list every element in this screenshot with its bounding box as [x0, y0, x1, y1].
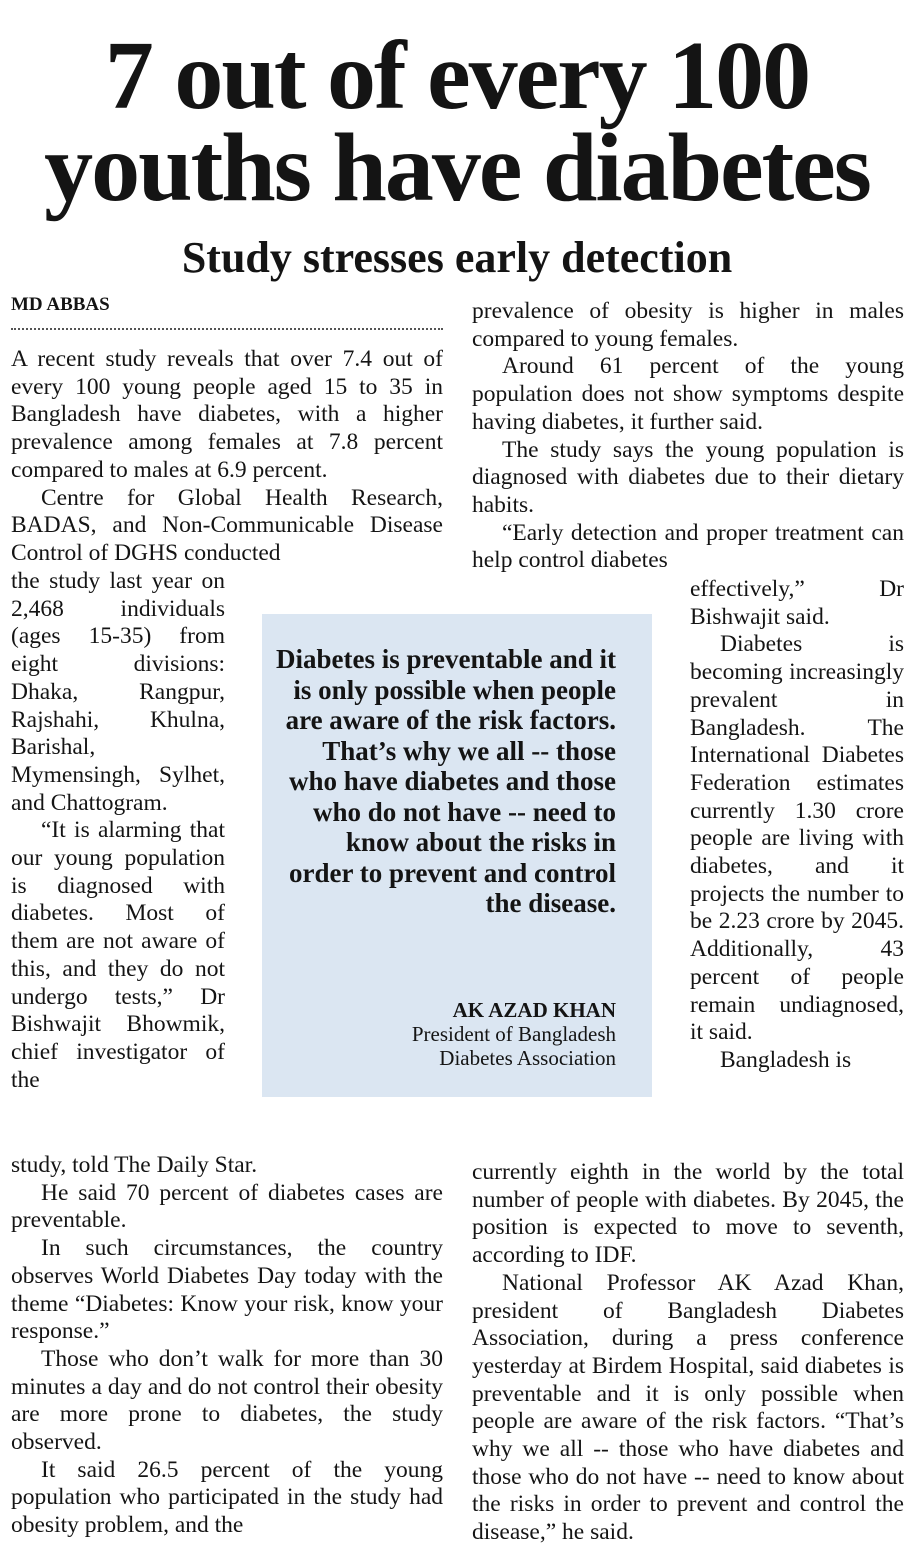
paragraph: Centre for Global Health Research, BADAS, and Non-Communicable Disease Control of DGHS conducted	[11, 484, 443, 566]
paragraph: He said 70 percent of diabetes cases are preventable.	[11, 1179, 443, 1234]
paragraph: “Early detection and proper treatment can help control diabetes	[472, 519, 904, 574]
paragraph: Around 61 percent of the young population does not show symptoms despite having diabetes, it further said.	[472, 353, 904, 435]
pull-quote-title: President of Bangladesh Diabetes Association	[411, 1022, 616, 1070]
headline	[0, 22, 914, 222]
headline-line-2: youths have diabetes	[44, 114, 870, 222]
paragraph: study, told The Daily Star.	[11, 1152, 258, 1178]
paragraph: effectively,” Dr Bishwajit said.	[690, 576, 904, 630]
paragraph: A recent study reveals that over 7.4 out of every 100 young people aged 15 to 35 in Bangladesh have diabetes, with a higher prevalence among females at 7.8 percent compared to males at 6.9 percent.	[11, 346, 443, 483]
column-1-top	[11, 346, 443, 568]
column-1-narrow	[11, 568, 225, 1094]
headline-line-1: 7 out of every 100	[104, 22, 810, 130]
paragraph: currently eighth in the world by the total number of people with diabetes. By 2045, the position is expected to move to seventh, according to IDF.	[472, 1159, 904, 1269]
paragraph: prevalence of obesity is higher in males compared to young females.	[472, 298, 904, 352]
paragraph: Those who don’t walk for more than 30 minutes a day and do not control their obesity are more prone to diabetes, the study observed.	[11, 1345, 443, 1456]
paragraph: The study says the young population is diagnosed with diabetes due to their dietary habits.	[472, 436, 904, 518]
column-2-top	[472, 298, 904, 575]
pull-quote-name: AK AZAD KHAN	[452, 998, 616, 1022]
column-2-bottom	[472, 1159, 904, 1547]
paragraph: Diabetes is becoming increasingly prevalent in Bangladesh. The International Diabetes Federation estimates currently 1.30 crore people are living with diabetes, and it projects the number to be 2.23 crore by 2045. Additionally, 43 percent of people remain undiagnosed, it said.	[690, 631, 904, 1046]
paragraph: Bangladesh is	[720, 1046, 852, 1073]
paragraph: “It is alarming that our young population is diagnosed with diabetes. Most of them are not aware of this, and they do not undergo tests,” Dr Bishwajit Bhowmik, chief investigator of the	[11, 817, 225, 1093]
paragraph: the study last year on 2,468 individuals (ages 15-35) from eight divisions: Dhaka, Rangpur, Rajshahi, Khulna, Barishal, Mymensingh, Sylhet, and Chattogram.	[11, 568, 225, 816]
paragraph: It said 26.5 percent of the young population who participated in the study had obesity problem, and the	[11, 1456, 443, 1539]
pull-quote-text: Diabetes is preventable and it is only possible when people are aware of the risk factors. That’s why we all -- those who have diabetes and those who do not have -- need to know about the risks in order to prevent and control the disease.	[276, 644, 617, 918]
pull-quote-box	[262, 614, 652, 1097]
subheadline: Study stresses early detection	[181, 233, 733, 282]
pull-quote-attribution	[366, 998, 616, 1070]
paragraph: In such circumstances, the country observes World Diabetes Day today with the theme “Diabetes: Know your risk, know your response.”	[11, 1235, 443, 1345]
paragraph: National Professor AK Azad Khan, president of Bangladesh Diabetes Association, during a press conference yesterday at Birdem Hospital, said diabetes is preventable and it is only possible when people are aware of the risk factors. “That’s why we all -- those who have diabetes and those who do not have -- need to know about the risks in order to prevent and control the disease,” he said.	[472, 1269, 904, 1546]
column-2-narrow	[690, 576, 904, 1075]
byline: MD ABBAS	[11, 294, 110, 315]
byline-divider	[11, 328, 443, 330]
column-1-bottom	[11, 1152, 443, 1540]
